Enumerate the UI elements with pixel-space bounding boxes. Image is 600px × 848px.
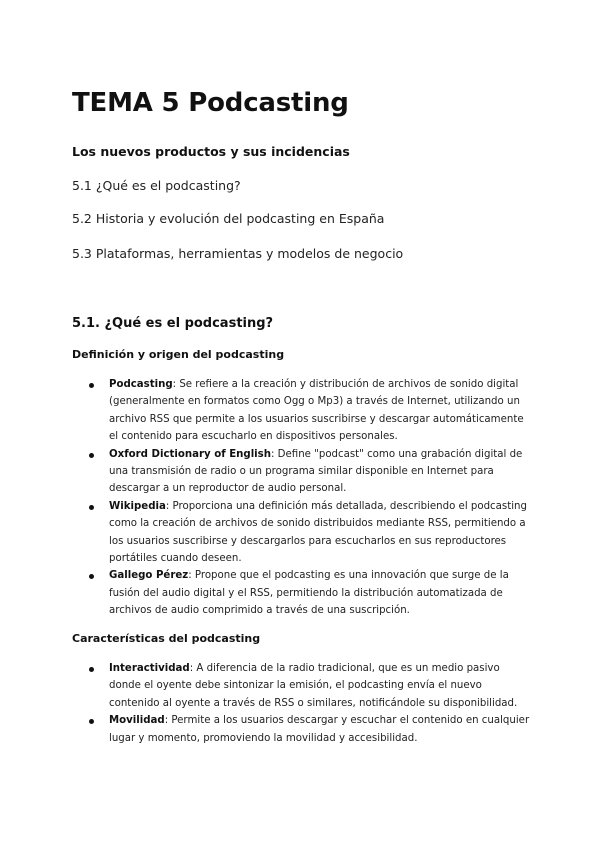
list-item-term: Oxford Dictionary of English: [109, 448, 271, 460]
bullet-icon: [89, 667, 94, 672]
toc-item: 5.2 Historia y evolución del podcasting en España: [72, 211, 385, 226]
list-item-text: : Propone que el podcasting es una innovación que surge de la fusión del audio digital y el RSS, permitiendo la distribución automatizada de archivos de audio comprimido a través de una suscripción.: [109, 570, 509, 617]
list-item-term: Gallego Pérez: [109, 570, 189, 582]
subsection-heading-definitions: Definición y origen del podcasting: [72, 348, 285, 361]
toc-item: 5.1 ¿Qué es el podcasting?: [72, 178, 241, 193]
bullet-icon: [89, 719, 94, 724]
page-subtitle: Los nuevos productos y sus incidencias: [72, 144, 350, 159]
list-item-text: : Proporciona una definición más detallada, describiendo el podcasting como la creación de archivos de sonido distribuidos mediante RSS, permitiendo a los usuarios suscribirse y descargarlos para escucharlos en sus reproductores portátiles cuando deseen.: [109, 500, 527, 565]
section-heading: 5.1. ¿Qué es el podcasting?: [72, 316, 274, 331]
list-item: [72, 446, 532, 498]
list-item-text: : Permite a los usuarios descargar y escuchar el contenido en cualquier lugar y momento, promoviendo la movilidad y accesibilidad.: [109, 715, 530, 744]
bullet-icon: [89, 574, 94, 579]
list-item: [72, 712, 532, 747]
toc-item: 5.3 Plataformas, herramientas y modelos de negocio: [72, 246, 404, 261]
bullet-icon: [89, 383, 94, 388]
list-item: [72, 567, 532, 619]
definitions-list: [72, 376, 532, 620]
list-item-term: Podcasting: [109, 379, 173, 390]
bullet-icon: [89, 505, 94, 510]
characteristics-list: [72, 660, 532, 747]
list-item-term: Interactividad: [109, 663, 190, 674]
list-item-term: Movilidad: [109, 715, 165, 727]
bullet-icon: [89, 453, 94, 458]
list-item-term: Wikipedia: [109, 500, 166, 512]
page-title: TEMA 5 Podcasting: [72, 88, 349, 118]
list-item: [72, 498, 532, 568]
list-item-text: : Se refiere a la creación y distribución de archivos de sonido digital (generalmente en formatos como Ogg o Mp3) a través de Internet, utilizando un archivo RSS que permite a los usuarios suscribirse y descargar automáticamente el contenido para escucharlo en dispositivos personales.: [109, 379, 524, 443]
list-item-text: : Define "podcast" como una grabación digital de una transmisión de radio o un programa similar disponible en Internet para descargar a un reproductor de audio personal.: [109, 448, 523, 495]
list-item: [72, 660, 532, 712]
list-item: [72, 376, 532, 446]
subsection-heading-characteristics: Características del podcasting: [72, 632, 261, 645]
list-item-text: : A diferencia de la radio tradicional, que es un medio pasivo donde el oyente debe sintonizar la emisión, el podcasting envía el nuevo contenido al oyente a través de RSS o similares, notificándole su disponibilidad.: [109, 663, 518, 709]
